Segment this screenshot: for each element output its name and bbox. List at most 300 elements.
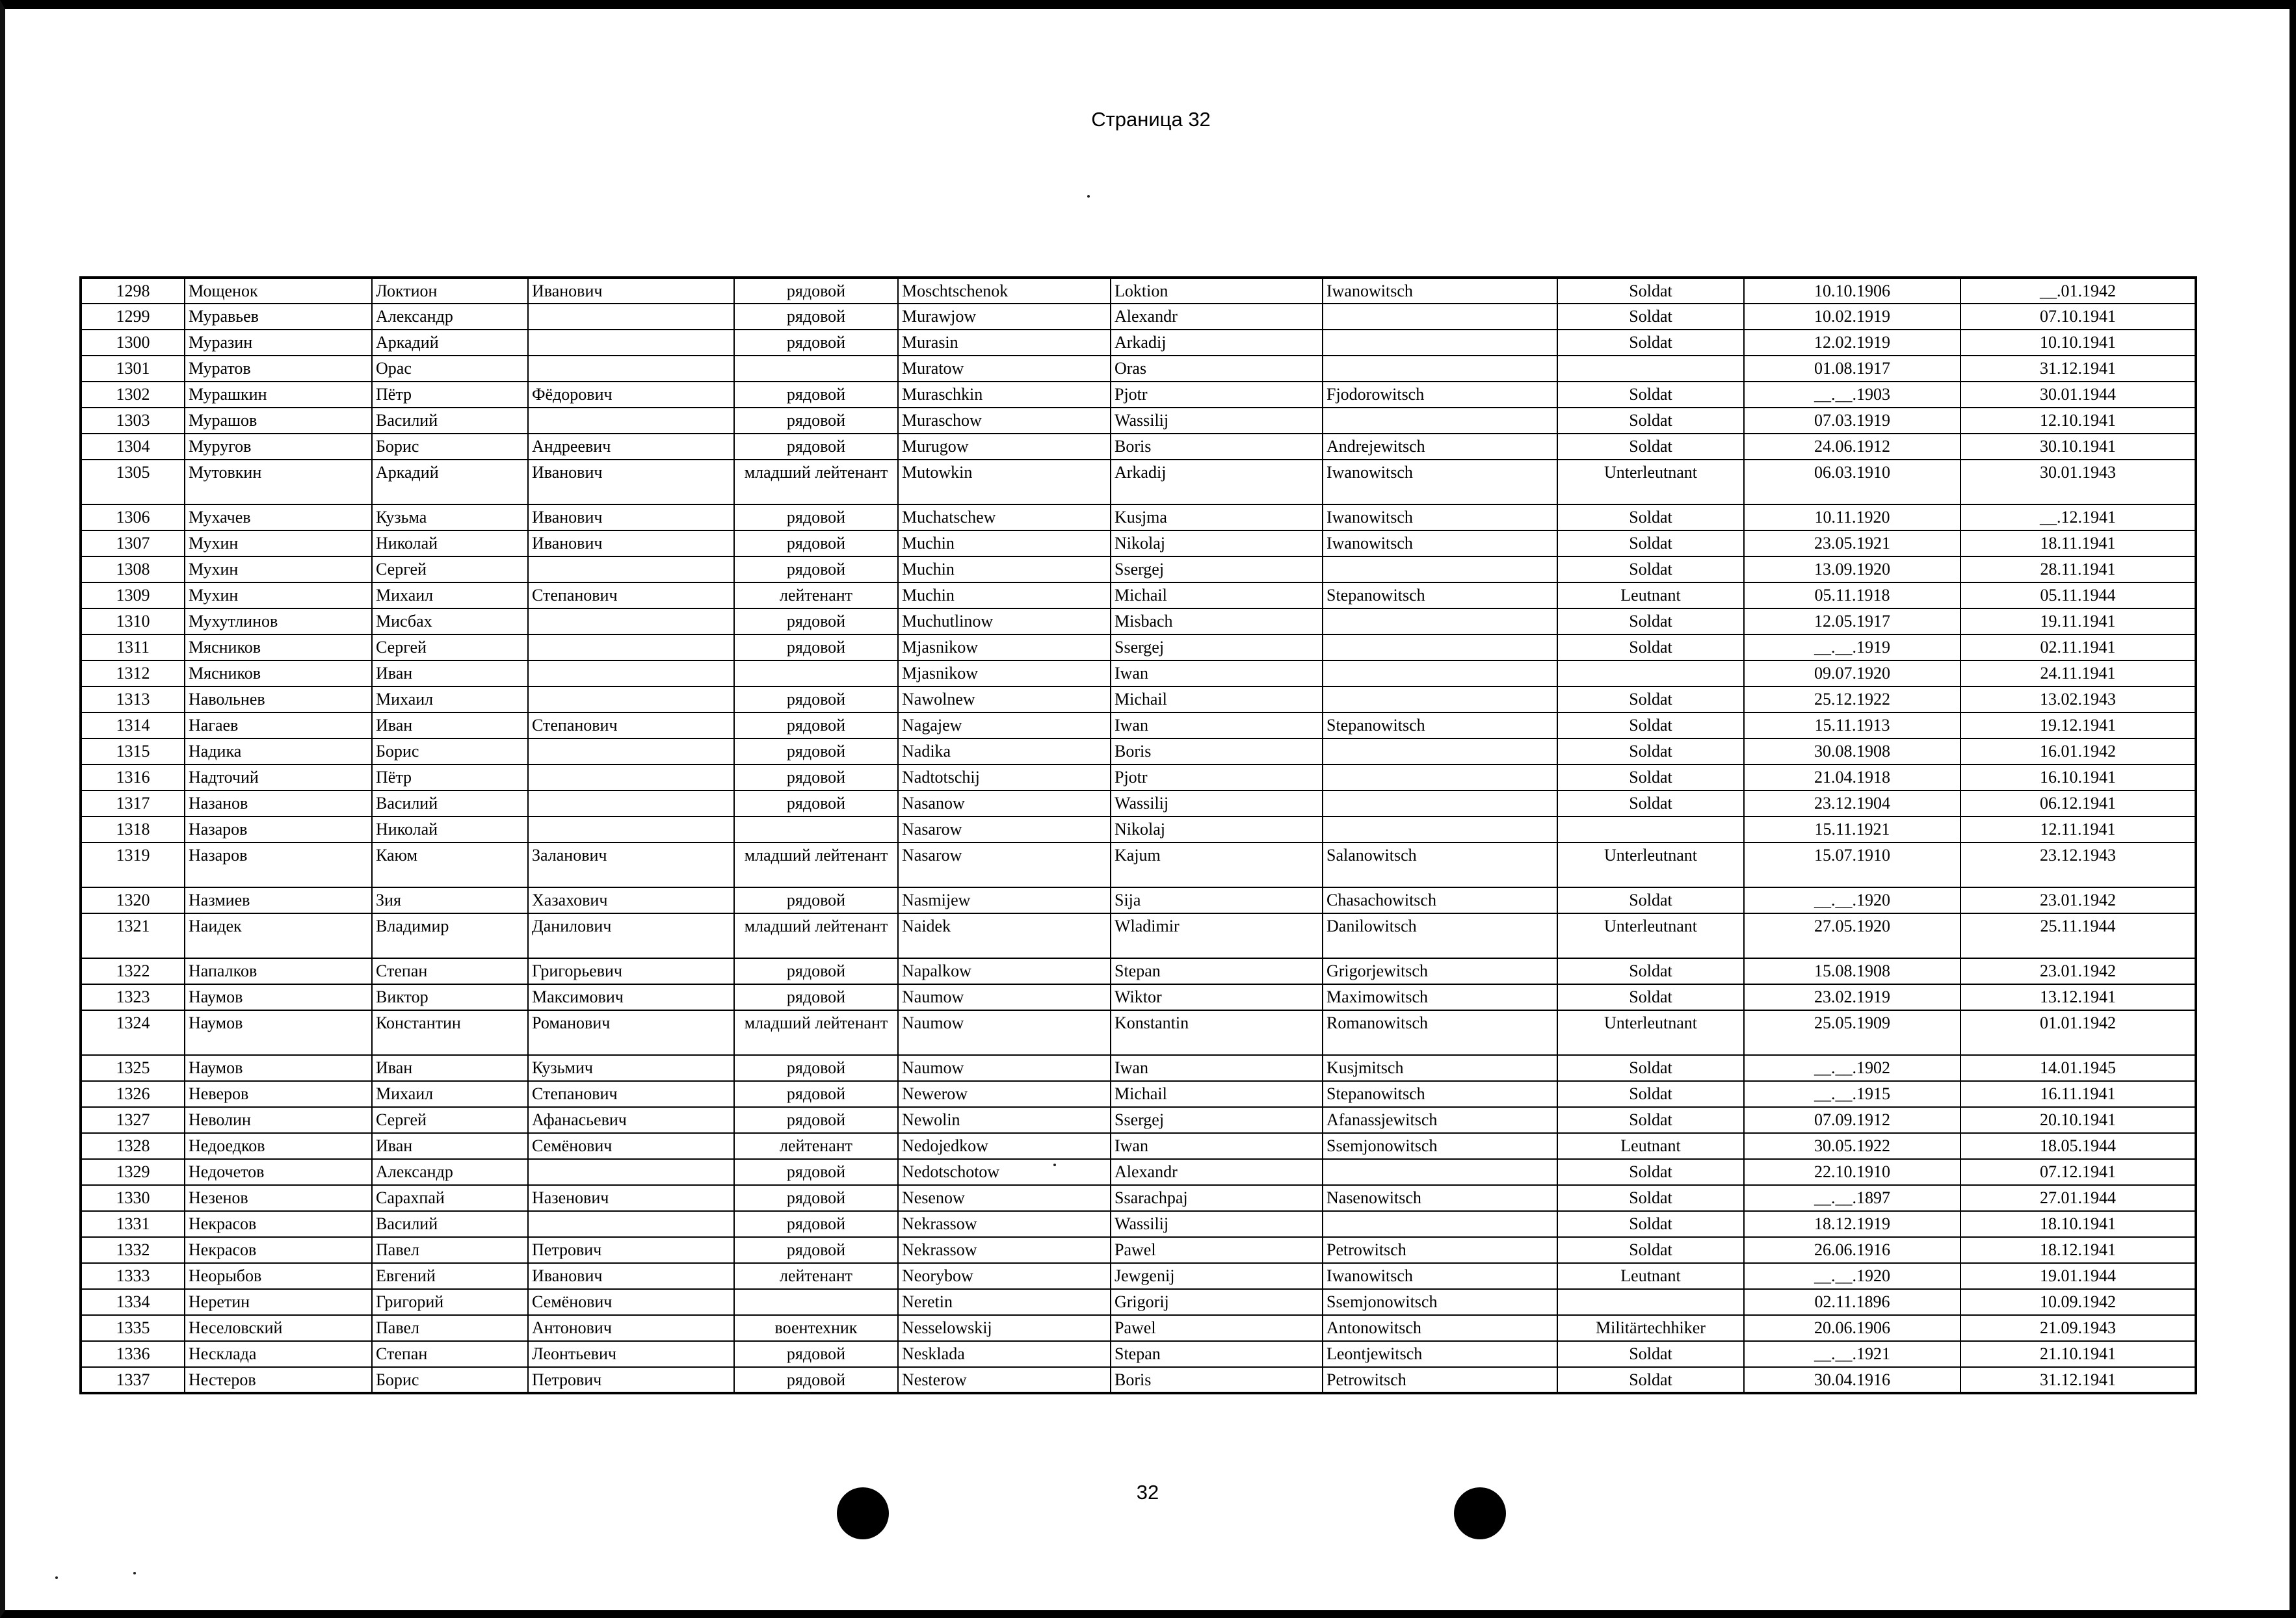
patronymic-latin-cell: [1323, 634, 1557, 660]
surname-latin-cell: Muchin: [898, 530, 1111, 556]
birth-date-cell: __.__.1902: [1744, 1055, 1960, 1081]
death-date-cell: 24.11.1941: [1960, 660, 2196, 686]
rank-ru-cell: [734, 816, 898, 842]
patronymic-cell: [528, 304, 734, 330]
patronymic-cell: [528, 1211, 734, 1237]
first-name-cell: Кузьма: [372, 504, 528, 530]
first-name-cell: Борис: [372, 434, 528, 460]
punch-hole-left: [837, 1487, 889, 1539]
table-row: [81, 958, 2196, 984]
birth-date-cell: __.__.1919: [1744, 634, 1960, 660]
surname-cell: Мясников: [185, 634, 372, 660]
first-name-latin-cell: Iwan: [1111, 712, 1323, 738]
birth-date-cell: 06.03.1910: [1744, 460, 1960, 504]
first-name-latin-cell: Iwan: [1111, 1055, 1323, 1081]
birth-date-cell: 10.02.1919: [1744, 304, 1960, 330]
patronymic-latin-cell: Iwanowitsch: [1323, 278, 1557, 304]
surname-latin-cell: Murasin: [898, 330, 1111, 356]
patronymic-cell: [528, 764, 734, 790]
rank-ru-cell: рядовой: [734, 634, 898, 660]
surname-latin-cell: Newolin: [898, 1107, 1111, 1133]
surname-latin-cell: Nasarow: [898, 816, 1111, 842]
surname-latin-cell: Nedojedkow: [898, 1133, 1111, 1159]
surname-latin-cell: Muchatschew: [898, 504, 1111, 530]
surname-latin-cell: Muchutlinow: [898, 608, 1111, 634]
table-row: [81, 330, 2196, 356]
death-date-cell: 28.11.1941: [1960, 556, 2196, 582]
punch-hole-right: [1454, 1487, 1506, 1539]
patronymic-cell: Данилович: [528, 913, 734, 958]
record-number-cell: 1326: [81, 1081, 185, 1107]
birth-date-cell: 23.05.1921: [1744, 530, 1960, 556]
surname-latin-cell: Muchin: [898, 582, 1111, 608]
record-number-cell: 1322: [81, 958, 185, 984]
rank-ru-cell: рядовой: [734, 408, 898, 434]
patronymic-latin-cell: Maximowitsch: [1323, 984, 1557, 1010]
death-date-cell: 31.12.1941: [1960, 1367, 2196, 1393]
patronymic-cell: Заланович: [528, 842, 734, 887]
table-row: [81, 1185, 2196, 1211]
patronymic-latin-cell: Andrejewitsch: [1323, 434, 1557, 460]
death-date-cell: 20.10.1941: [1960, 1107, 2196, 1133]
surname-latin-cell: Neretin: [898, 1289, 1111, 1315]
patronymic-cell: Степанович: [528, 1081, 734, 1107]
surname-cell: Неволин: [185, 1107, 372, 1133]
patronymic-cell: [528, 790, 734, 816]
first-name-latin-cell: Wiktor: [1111, 984, 1323, 1010]
table-row: [81, 764, 2196, 790]
death-date-cell: 30.10.1941: [1960, 434, 2196, 460]
rank-de-cell: Soldat: [1557, 686, 1744, 712]
surname-cell: Назаров: [185, 842, 372, 887]
rank-de-cell: [1557, 816, 1744, 842]
patronymic-cell: Антонович: [528, 1315, 734, 1341]
first-name-latin-cell: Alexandr: [1111, 1159, 1323, 1185]
first-name-latin-cell: Boris: [1111, 434, 1323, 460]
death-date-cell: 19.12.1941: [1960, 712, 2196, 738]
first-name-latin-cell: Arkadij: [1111, 460, 1323, 504]
table-row: [81, 887, 2196, 913]
patronymic-cell: Степанович: [528, 712, 734, 738]
patronymic-cell: Иванович: [528, 1263, 734, 1289]
record-number-cell: 1298: [81, 278, 185, 304]
first-name-latin-cell: Pjotr: [1111, 764, 1323, 790]
first-name-cell: Борис: [372, 738, 528, 764]
first-name-cell: Константин: [372, 1010, 528, 1055]
surname-latin-cell: Murawjow: [898, 304, 1111, 330]
rank-de-cell: Soldat: [1557, 408, 1744, 434]
death-date-cell: 16.10.1941: [1960, 764, 2196, 790]
table-row: [81, 634, 2196, 660]
first-name-cell: Сергей: [372, 1107, 528, 1133]
rank-de-cell: Soldat: [1557, 790, 1744, 816]
first-name-latin-cell: Misbach: [1111, 608, 1323, 634]
rank-ru-cell: [734, 1289, 898, 1315]
rank-ru-cell: рядовой: [734, 530, 898, 556]
patronymic-cell: Григорьевич: [528, 958, 734, 984]
rank-ru-cell: рядовой: [734, 1107, 898, 1133]
table-row: [81, 278, 2196, 304]
first-name-cell: Иван: [372, 1055, 528, 1081]
first-name-latin-cell: Konstantin: [1111, 1010, 1323, 1055]
patronymic-latin-cell: Salanowitsch: [1323, 842, 1557, 887]
surname-latin-cell: Napalkow: [898, 958, 1111, 984]
rank-ru-cell: рядовой: [734, 556, 898, 582]
patronymic-cell: Романович: [528, 1010, 734, 1055]
patronymic-latin-cell: [1323, 660, 1557, 686]
death-date-cell: 23.01.1942: [1960, 887, 2196, 913]
surname-cell: Муравьев: [185, 304, 372, 330]
surname-latin-cell: Nesenow: [898, 1185, 1111, 1211]
birth-date-cell: 18.12.1919: [1744, 1211, 1960, 1237]
death-date-cell: 30.01.1944: [1960, 382, 2196, 408]
surname-cell: Нагаев: [185, 712, 372, 738]
patronymic-latin-cell: Iwanowitsch: [1323, 530, 1557, 556]
death-date-cell: 21.10.1941: [1960, 1341, 2196, 1367]
birth-date-cell: 02.11.1896: [1744, 1289, 1960, 1315]
first-name-latin-cell: Boris: [1111, 738, 1323, 764]
surname-cell: Наумов: [185, 1010, 372, 1055]
surname-latin-cell: Muratow: [898, 356, 1111, 382]
record-number-cell: 1315: [81, 738, 185, 764]
patronymic-cell: Иванович: [528, 504, 734, 530]
table-row: [81, 816, 2196, 842]
surname-cell: Некрасов: [185, 1237, 372, 1263]
page-title: Страница 32: [1091, 108, 1211, 131]
surname-latin-cell: Nasanow: [898, 790, 1111, 816]
table-row: [81, 1107, 2196, 1133]
surname-cell: Мурашкин: [185, 382, 372, 408]
birth-date-cell: __.__.1915: [1744, 1081, 1960, 1107]
birth-date-cell: 27.05.1920: [1744, 913, 1960, 958]
record-number-cell: 1312: [81, 660, 185, 686]
table-row: [81, 1341, 2196, 1367]
patronymic-latin-cell: Ssemjonowitsch: [1323, 1133, 1557, 1159]
patronymic-cell: Петрович: [528, 1237, 734, 1263]
rank-de-cell: Unterleutnant: [1557, 460, 1744, 504]
record-number-cell: 1337: [81, 1367, 185, 1393]
record-number-cell: 1303: [81, 408, 185, 434]
record-number-cell: 1310: [81, 608, 185, 634]
birth-date-cell: __.__.1897: [1744, 1185, 1960, 1211]
patronymic-cell: [528, 816, 734, 842]
surname-cell: Навольнев: [185, 686, 372, 712]
patronymic-cell: Кузьмич: [528, 1055, 734, 1081]
rank-ru-cell: рядовой: [734, 608, 898, 634]
first-name-latin-cell: Pawel: [1111, 1237, 1323, 1263]
rank-ru-cell: рядовой: [734, 712, 898, 738]
patronymic-cell: [528, 330, 734, 356]
rank-de-cell: Leutnant: [1557, 1133, 1744, 1159]
patronymic-latin-cell: [1323, 1211, 1557, 1237]
patronymic-cell: [528, 356, 734, 382]
rank-ru-cell: рядовой: [734, 958, 898, 984]
surname-latin-cell: Naidek: [898, 913, 1111, 958]
surname-cell: Мухутлинов: [185, 608, 372, 634]
death-date-cell: 13.12.1941: [1960, 984, 2196, 1010]
record-number-cell: 1330: [81, 1185, 185, 1211]
surname-latin-cell: Newerow: [898, 1081, 1111, 1107]
first-name-latin-cell: Boris: [1111, 1367, 1323, 1393]
record-number-cell: 1305: [81, 460, 185, 504]
first-name-cell: Борис: [372, 1367, 528, 1393]
record-number-cell: 1325: [81, 1055, 185, 1081]
rank-de-cell: Soldat: [1557, 887, 1744, 913]
record-number-cell: 1321: [81, 913, 185, 958]
rank-ru-cell: воентехник: [734, 1315, 898, 1341]
patronymic-cell: [528, 738, 734, 764]
rank-de-cell: Soldat: [1557, 1159, 1744, 1185]
scan-speck: [55, 1576, 58, 1579]
surname-latin-cell: Naumow: [898, 1010, 1111, 1055]
rank-ru-cell: младший лейтенант: [734, 460, 898, 504]
first-name-cell: Пётр: [372, 382, 528, 408]
surname-latin-cell: Nawolnew: [898, 686, 1111, 712]
first-name-cell: Александр: [372, 1159, 528, 1185]
surname-cell: Неселовский: [185, 1315, 372, 1341]
first-name-cell: Степан: [372, 1341, 528, 1367]
surname-cell: Недоедков: [185, 1133, 372, 1159]
record-number-cell: 1306: [81, 504, 185, 530]
birth-date-cell: __.__.1903: [1744, 382, 1960, 408]
surname-latin-cell: Moschtschenok: [898, 278, 1111, 304]
surname-cell: Неверов: [185, 1081, 372, 1107]
death-date-cell: 16.11.1941: [1960, 1081, 2196, 1107]
table-row: [81, 382, 2196, 408]
table-row: [81, 686, 2196, 712]
surname-cell: Наидек: [185, 913, 372, 958]
first-name-cell: Григорий: [372, 1289, 528, 1315]
first-name-cell: Степан: [372, 958, 528, 984]
patronymic-latin-cell: Fjodorowitsch: [1323, 382, 1557, 408]
table-row: [81, 913, 2196, 958]
record-number-cell: 1299: [81, 304, 185, 330]
patronymic-latin-cell: Nasenowitsch: [1323, 1185, 1557, 1211]
death-date-cell: 30.01.1943: [1960, 460, 2196, 504]
birth-date-cell: 30.08.1908: [1744, 738, 1960, 764]
birth-date-cell: 30.04.1916: [1744, 1367, 1960, 1393]
birth-date-cell: 10.11.1920: [1744, 504, 1960, 530]
first-name-latin-cell: Pawel: [1111, 1315, 1323, 1341]
patronymic-latin-cell: Iwanowitsch: [1323, 1263, 1557, 1289]
rank-ru-cell: рядовой: [734, 887, 898, 913]
records-table: [79, 276, 2197, 1394]
surname-latin-cell: Mutowkin: [898, 460, 1111, 504]
rank-de-cell: Unterleutnant: [1557, 1010, 1744, 1055]
first-name-cell: Василий: [372, 408, 528, 434]
rank-de-cell: Soldat: [1557, 382, 1744, 408]
rank-ru-cell: рядовой: [734, 1185, 898, 1211]
record-number-cell: 1307: [81, 530, 185, 556]
first-name-latin-cell: Kajum: [1111, 842, 1323, 887]
first-name-cell: Николай: [372, 816, 528, 842]
rank-ru-cell: рядовой: [734, 738, 898, 764]
surname-latin-cell: Mjasnikow: [898, 634, 1111, 660]
first-name-latin-cell: Ssergej: [1111, 556, 1323, 582]
first-name-latin-cell: Michail: [1111, 582, 1323, 608]
patronymic-cell: Петрович: [528, 1367, 734, 1393]
death-date-cell: 23.12.1943: [1960, 842, 2196, 887]
patronymic-cell: Иванович: [528, 460, 734, 504]
rank-ru-cell: рядовой: [734, 1211, 898, 1237]
first-name-cell: Сергей: [372, 556, 528, 582]
first-name-latin-cell: Kusjma: [1111, 504, 1323, 530]
rank-de-cell: Leutnant: [1557, 582, 1744, 608]
first-name-latin-cell: Michail: [1111, 686, 1323, 712]
rank-ru-cell: рядовой: [734, 330, 898, 356]
table-row: [81, 984, 2196, 1010]
table-row: [81, 530, 2196, 556]
first-name-cell: Локтион: [372, 278, 528, 304]
patronymic-latin-cell: Antonowitsch: [1323, 1315, 1557, 1341]
patronymic-latin-cell: Romanowitsch: [1323, 1010, 1557, 1055]
birth-date-cell: 30.05.1922: [1744, 1133, 1960, 1159]
patronymic-latin-cell: [1323, 608, 1557, 634]
rank-de-cell: Leutnant: [1557, 1263, 1744, 1289]
death-date-cell: 19.11.1941: [1960, 608, 2196, 634]
record-number-cell: 1302: [81, 382, 185, 408]
rank-de-cell: Soldat: [1557, 764, 1744, 790]
rank-ru-cell: младший лейтенант: [734, 1010, 898, 1055]
rank-de-cell: Soldat: [1557, 712, 1744, 738]
patronymic-cell: Иванович: [528, 278, 734, 304]
death-date-cell: 18.05.1944: [1960, 1133, 2196, 1159]
birth-date-cell: 10.10.1906: [1744, 278, 1960, 304]
patronymic-latin-cell: Ssemjonowitsch: [1323, 1289, 1557, 1315]
rank-ru-cell: рядовой: [734, 434, 898, 460]
scan-speck: [1087, 195, 1090, 198]
first-name-cell: Михаил: [372, 1081, 528, 1107]
surname-cell: Незенов: [185, 1185, 372, 1211]
birth-date-cell: 15.11.1921: [1744, 816, 1960, 842]
birth-date-cell: 15.07.1910: [1744, 842, 1960, 887]
records-body: [81, 278, 2196, 1393]
rank-de-cell: Soldat: [1557, 1081, 1744, 1107]
record-number-cell: 1320: [81, 887, 185, 913]
surname-latin-cell: Mjasnikow: [898, 660, 1111, 686]
table-row: [81, 1367, 2196, 1393]
record-number-cell: 1316: [81, 764, 185, 790]
first-name-cell: Сергей: [372, 634, 528, 660]
patronymic-latin-cell: [1323, 556, 1557, 582]
patronymic-latin-cell: Grigorjewitsch: [1323, 958, 1557, 984]
surname-cell: Надика: [185, 738, 372, 764]
rank-de-cell: Soldat: [1557, 1055, 1744, 1081]
death-date-cell: 07.10.1941: [1960, 304, 2196, 330]
record-number-cell: 1328: [81, 1133, 185, 1159]
surname-cell: Муратов: [185, 356, 372, 382]
table-row: [81, 1289, 2196, 1315]
first-name-cell: Евгений: [372, 1263, 528, 1289]
first-name-cell: Василий: [372, 1211, 528, 1237]
surname-latin-cell: Nedotschotow: [898, 1159, 1111, 1185]
patronymic-latin-cell: Petrowitsch: [1323, 1367, 1557, 1393]
record-number-cell: 1301: [81, 356, 185, 382]
surname-cell: Мурашов: [185, 408, 372, 434]
death-date-cell: 23.01.1942: [1960, 958, 2196, 984]
rank-ru-cell: рядовой: [734, 1159, 898, 1185]
birth-date-cell: 07.03.1919: [1744, 408, 1960, 434]
birth-date-cell: 20.06.1906: [1744, 1315, 1960, 1341]
rank-de-cell: Soldat: [1557, 1185, 1744, 1211]
birth-date-cell: 13.09.1920: [1744, 556, 1960, 582]
first-name-latin-cell: Nikolaj: [1111, 816, 1323, 842]
patronymic-latin-cell: Stepanowitsch: [1323, 1081, 1557, 1107]
death-date-cell: 07.12.1941: [1960, 1159, 2196, 1185]
table-row: [81, 1159, 2196, 1185]
patronymic-cell: Хазахович: [528, 887, 734, 913]
first-name-cell: Аркадий: [372, 460, 528, 504]
patronymic-latin-cell: Afanassjewitsch: [1323, 1107, 1557, 1133]
birth-date-cell: 09.07.1920: [1744, 660, 1960, 686]
patronymic-cell: Назенович: [528, 1185, 734, 1211]
first-name-cell: Мисбах: [372, 608, 528, 634]
rank-de-cell: Unterleutnant: [1557, 913, 1744, 958]
rank-ru-cell: рядовой: [734, 382, 898, 408]
rank-de-cell: Soldat: [1557, 634, 1744, 660]
birth-date-cell: 01.08.1917: [1744, 356, 1960, 382]
surname-latin-cell: Nesklada: [898, 1341, 1111, 1367]
birth-date-cell: 24.06.1912: [1744, 434, 1960, 460]
rank-de-cell: Soldat: [1557, 330, 1744, 356]
surname-latin-cell: Nesselowskij: [898, 1315, 1111, 1341]
patronymic-latin-cell: [1323, 408, 1557, 434]
birth-date-cell: 23.12.1904: [1744, 790, 1960, 816]
table-row: [81, 504, 2196, 530]
first-name-cell: Каюм: [372, 842, 528, 887]
table-row: [81, 408, 2196, 434]
death-date-cell: __.12.1941: [1960, 504, 2196, 530]
record-number-cell: 1304: [81, 434, 185, 460]
surname-cell: Наумов: [185, 984, 372, 1010]
surname-latin-cell: Neorybow: [898, 1263, 1111, 1289]
first-name-latin-cell: Arkadij: [1111, 330, 1323, 356]
first-name-cell: Николай: [372, 530, 528, 556]
patronymic-latin-cell: [1323, 356, 1557, 382]
rank-de-cell: Soldat: [1557, 530, 1744, 556]
patronymic-latin-cell: [1323, 816, 1557, 842]
surname-latin-cell: Nekrassow: [898, 1211, 1111, 1237]
first-name-latin-cell: Wassilij: [1111, 790, 1323, 816]
death-date-cell: 12.11.1941: [1960, 816, 2196, 842]
patronymic-latin-cell: Stepanowitsch: [1323, 582, 1557, 608]
rank-ru-cell: лейтенант: [734, 582, 898, 608]
birth-date-cell: 25.12.1922: [1744, 686, 1960, 712]
table-row: [81, 434, 2196, 460]
rank-ru-cell: рядовой: [734, 304, 898, 330]
rank-de-cell: [1557, 660, 1744, 686]
surname-cell: Нестеров: [185, 1367, 372, 1393]
patronymic-latin-cell: Chasachowitsch: [1323, 887, 1557, 913]
record-number-cell: 1327: [81, 1107, 185, 1133]
birth-date-cell: 15.11.1913: [1744, 712, 1960, 738]
first-name-latin-cell: Oras: [1111, 356, 1323, 382]
birth-date-cell: 15.08.1908: [1744, 958, 1960, 984]
surname-cell: Назанов: [185, 790, 372, 816]
patronymic-cell: Фёдорович: [528, 382, 734, 408]
first-name-cell: Михаил: [372, 582, 528, 608]
table-row: [81, 738, 2196, 764]
surname-cell: Некрасов: [185, 1211, 372, 1237]
record-number-cell: 1309: [81, 582, 185, 608]
scan-speck: [1053, 1164, 1056, 1166]
table-row: [81, 304, 2196, 330]
record-number-cell: 1318: [81, 816, 185, 842]
patronymic-latin-cell: Kusjmitsch: [1323, 1055, 1557, 1081]
death-date-cell: __.01.1942: [1960, 278, 2196, 304]
rank-de-cell: Militärtechhiker: [1557, 1315, 1744, 1341]
surname-cell: Назмиев: [185, 887, 372, 913]
